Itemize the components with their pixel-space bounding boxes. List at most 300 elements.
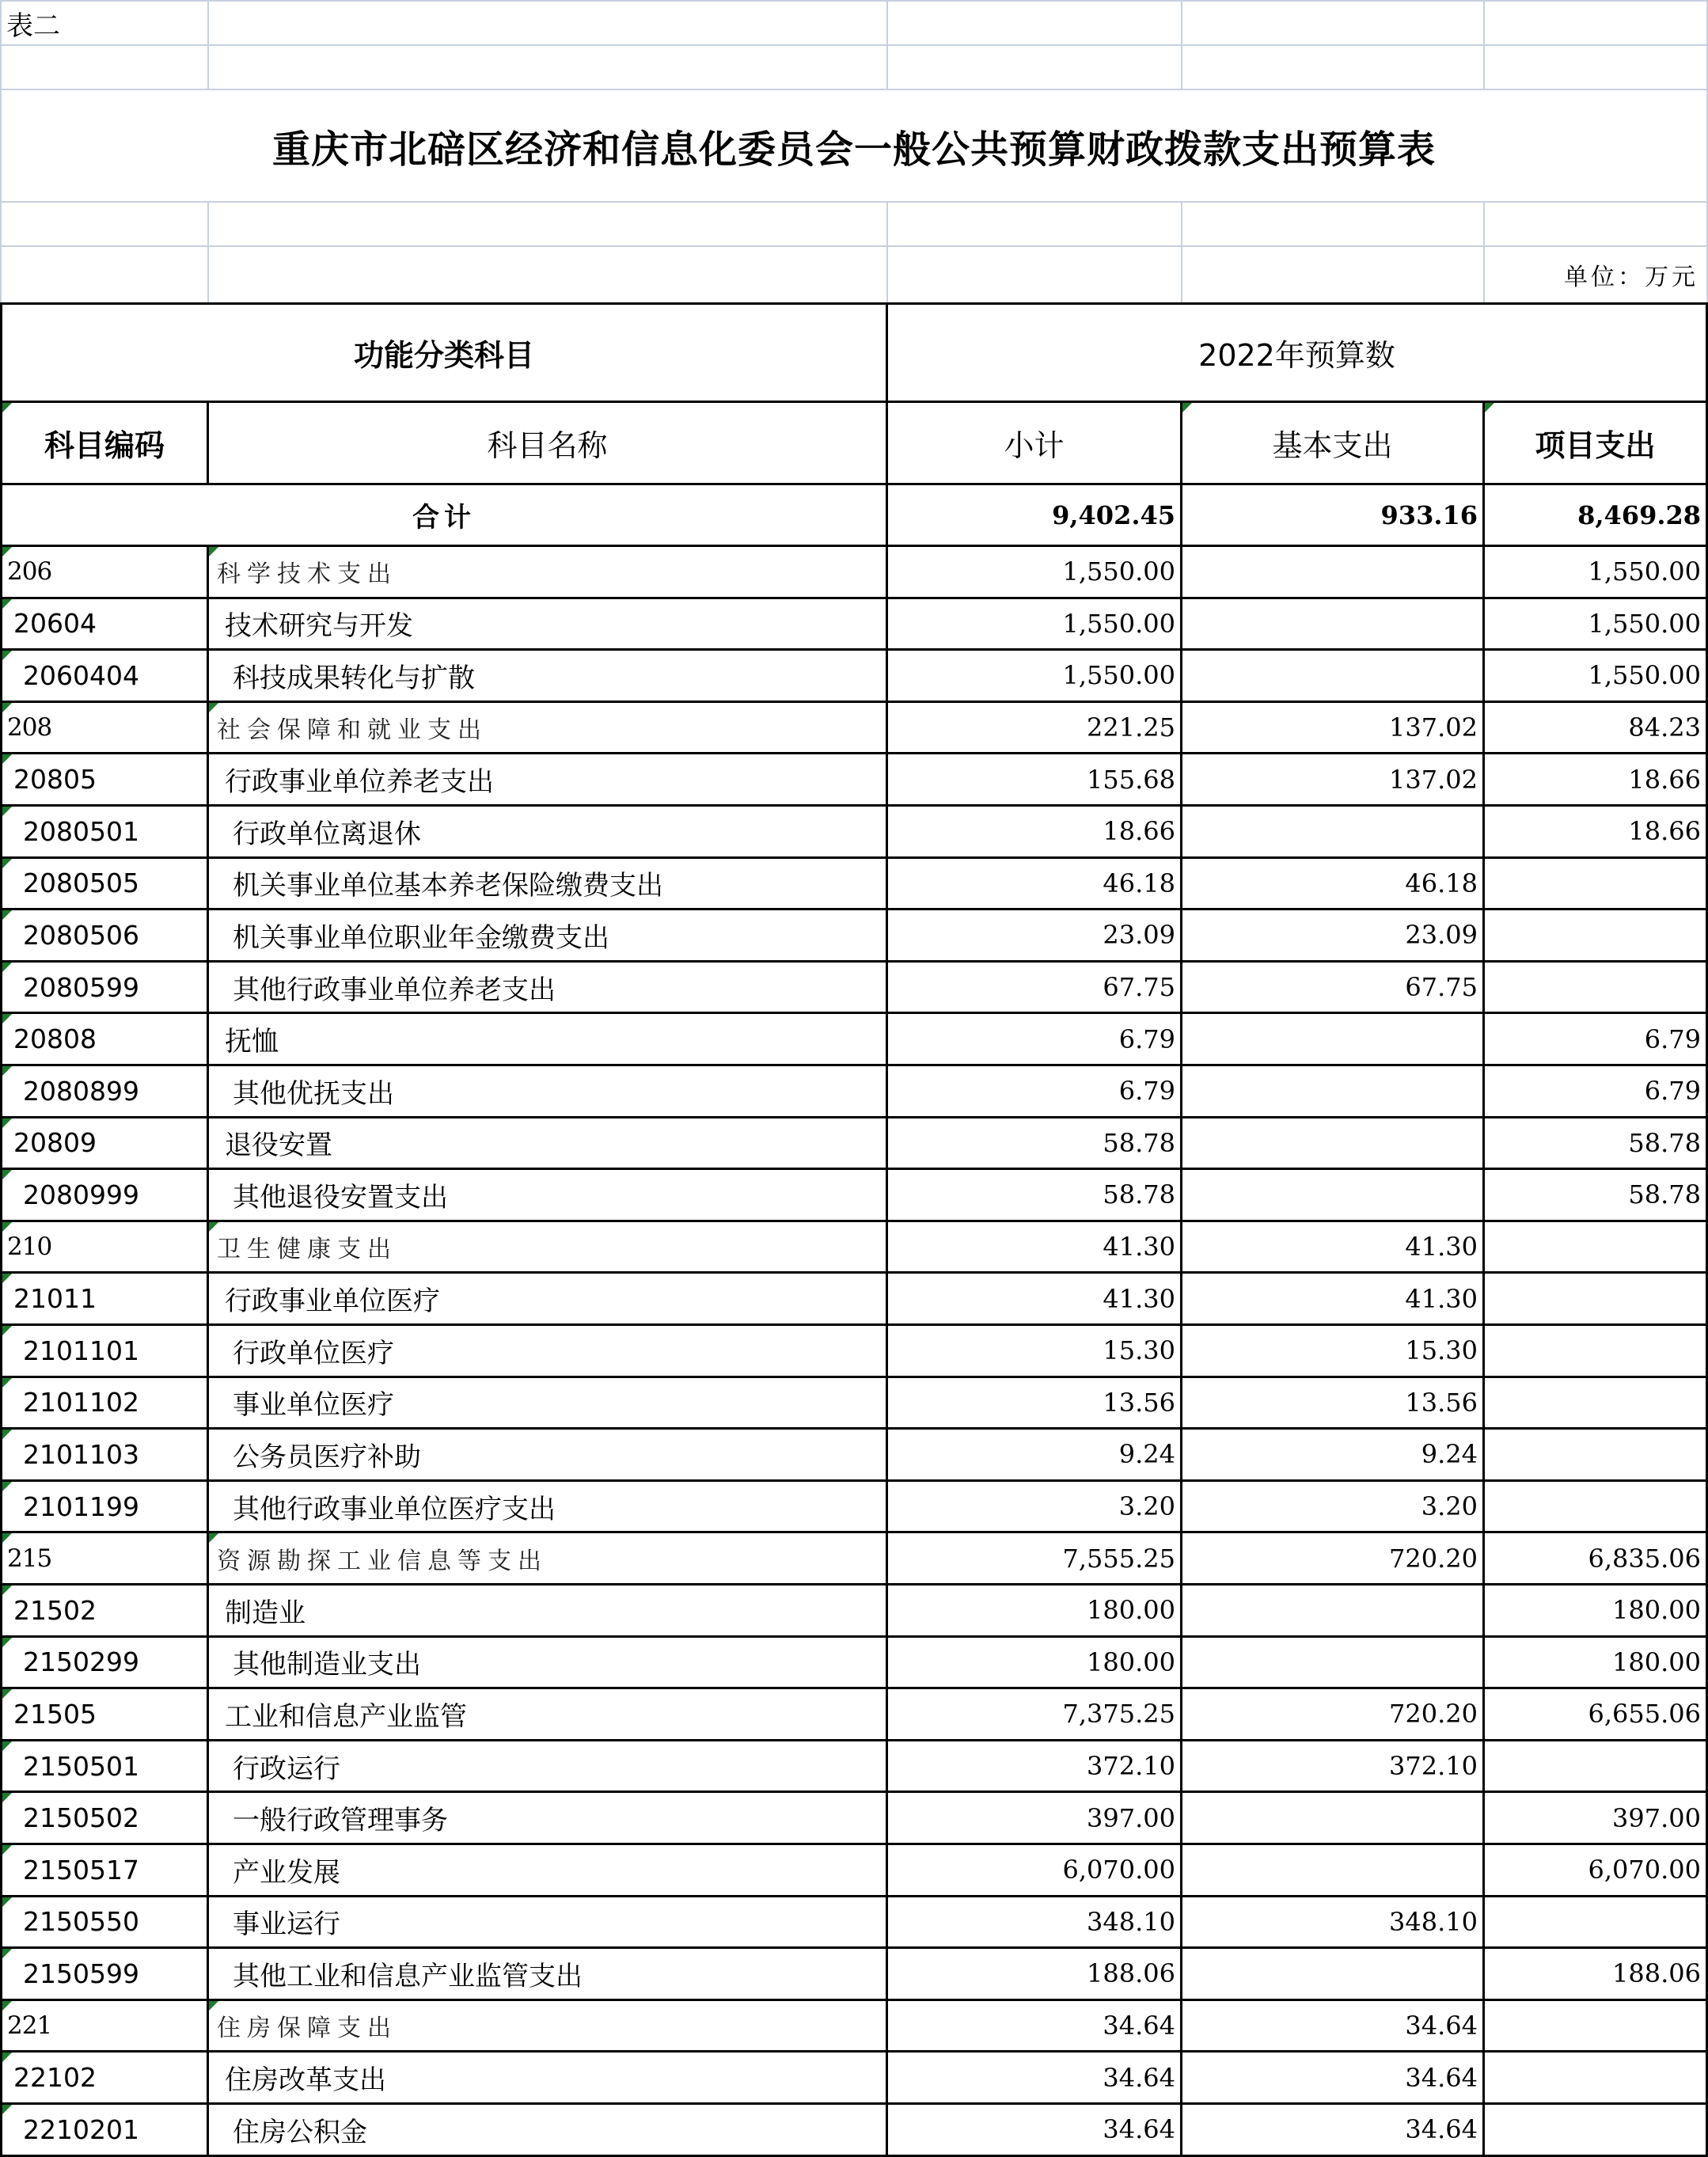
row-code-text: 2060404 — [23, 659, 139, 691]
table-row — [0, 1066, 1708, 1118]
row-code — [0, 1014, 209, 1066]
row-project-text: 6,655.06 — [1588, 1699, 1701, 1730]
table-row — [0, 910, 1708, 963]
row-name — [209, 1118, 888, 1171]
row-basic-text: 34.64 — [1405, 2114, 1478, 2145]
row-name-text: 机关事业单位职业年金缴费支出 — [233, 921, 609, 954]
row-name-text: 社会保障和就业支出 — [217, 716, 488, 745]
row-project — [1485, 651, 1708, 703]
table-row — [0, 1845, 1708, 1897]
row-code-text: 20808 — [13, 1023, 97, 1055]
row-subtotal-text: 7,555.25 — [1062, 1543, 1175, 1574]
row-basic-text: 41.30 — [1405, 1232, 1478, 1263]
row-code — [0, 1222, 209, 1274]
row-name-text: 行政运行 — [233, 1753, 340, 1785]
row-name — [209, 1378, 888, 1430]
table-row — [0, 1897, 1708, 1950]
row-basic-text: 67.75 — [1405, 972, 1478, 1003]
row-name — [209, 1482, 888, 1534]
row-project — [1485, 1585, 1708, 1638]
row-subtotal-text: 155.68 — [1087, 764, 1175, 795]
cell-marker — [2, 1222, 12, 1232]
row-name — [209, 703, 888, 755]
row-subtotal-text: 15.30 — [1103, 1335, 1175, 1366]
cell-marker — [209, 1222, 218, 1232]
row-basic-text: 9.24 — [1421, 1439, 1478, 1470]
row-name — [209, 1638, 888, 1690]
row-name — [209, 1326, 888, 1378]
row-subtotal-text: 188.06 — [1087, 1958, 1175, 1989]
row-project-text: 1,550.00 — [1588, 660, 1701, 691]
unit-label: 单位：万元 — [1485, 247, 1708, 302]
row-name — [209, 1533, 888, 1585]
row-name — [209, 910, 888, 963]
header-name: 科目名称 — [209, 403, 888, 485]
row-code-text: 2080501 — [23, 815, 139, 847]
row-name-text: 资源勘探工业信息等支出 — [217, 1547, 548, 1575]
row-project — [1485, 807, 1708, 859]
row-basic — [1182, 754, 1485, 807]
cell-marker — [2, 2105, 12, 2114]
row-code-text: 2080899 — [23, 1075, 139, 1107]
row-basic — [1182, 651, 1485, 703]
table-row — [0, 963, 1708, 1015]
unit-row — [0, 247, 1708, 302]
row-code-text: 2080505 — [23, 868, 139, 899]
page-title: 重庆市北碚区经济和信息化委员会一般公共预算财政拨款支出预算表 — [0, 90, 1708, 203]
row-code — [0, 1118, 209, 1171]
row-basic-text: 23.09 — [1405, 920, 1478, 951]
row-name-text: 产业发展 — [233, 1856, 340, 1889]
row-name-text: 其他优抚支出 — [233, 1077, 394, 1110]
row-project-text: 6.79 — [1644, 1023, 1701, 1054]
row-project — [1485, 2001, 1708, 2053]
total-row — [0, 485, 1708, 547]
cell-marker — [2, 1482, 12, 1491]
row-code-text: 20805 — [13, 764, 97, 796]
row-subtotal — [888, 547, 1182, 599]
cell-marker — [2, 1118, 12, 1128]
cell-marker — [2, 1430, 12, 1439]
row-name-text: 科技成果转化与扩散 — [233, 662, 475, 694]
row-subtotal — [888, 2053, 1182, 2105]
row-project-text: 84.23 — [1628, 712, 1701, 743]
row-code — [0, 1897, 209, 1950]
sheet-label: 表二 — [0, 0, 209, 46]
row-name — [209, 2001, 888, 2053]
row-code-text: 22102 — [13, 2062, 97, 2094]
row-project — [1485, 963, 1708, 1015]
row-name — [209, 1897, 888, 1950]
row-name-text: 工业和信息产业监管 — [225, 1700, 467, 1733]
row-basic-text: 372.10 — [1389, 1751, 1478, 1782]
row-name-text: 一般行政管理事务 — [233, 1805, 448, 1837]
row-code-text: 2080506 — [23, 919, 139, 951]
row-subtotal-text: 34.64 — [1103, 2062, 1175, 2093]
cell-marker — [209, 703, 218, 712]
row-subtotal-text: 6,070.00 — [1062, 1855, 1175, 1885]
row-basic-text: 348.10 — [1389, 1906, 1478, 1937]
row-name — [209, 2053, 888, 2105]
header-subtotal: 小计 — [888, 403, 1182, 485]
row-basic — [1182, 859, 1485, 911]
cell-marker — [2, 1585, 12, 1595]
row-code — [0, 807, 209, 859]
row-project — [1485, 1274, 1708, 1326]
row-code — [0, 910, 209, 963]
row-name — [209, 547, 888, 599]
row-subtotal — [888, 2105, 1182, 2157]
cell-marker — [2, 1845, 12, 1855]
row-name — [209, 1430, 888, 1482]
row-code — [0, 1949, 209, 2001]
row-project — [1485, 1533, 1708, 1585]
row-subtotal — [888, 1118, 1182, 1171]
row-basic — [1182, 2001, 1485, 2053]
row-name-text: 住房保障支出 — [217, 2015, 397, 2043]
row-basic — [1182, 1638, 1485, 1690]
row-basic-text: 137.02 — [1389, 712, 1478, 743]
row-subtotal-text: 6.79 — [1118, 1076, 1175, 1107]
row-basic — [1182, 1326, 1485, 1378]
table-row — [0, 1793, 1708, 1845]
table-row — [0, 1533, 1708, 1585]
row-name-text: 行政事业单位养老支出 — [225, 766, 494, 799]
row-project — [1485, 1170, 1708, 1222]
row-code-text: 2080999 — [23, 1179, 139, 1210]
row-project — [1485, 1689, 1708, 1741]
row-basic — [1182, 1222, 1485, 1274]
row-code-text: 208 — [7, 713, 52, 742]
row-subtotal — [888, 963, 1182, 1015]
row-name-text: 科学技术支出 — [217, 560, 397, 589]
total-project: 8,469.28 — [1485, 485, 1708, 547]
cell-marker — [2, 754, 12, 764]
row-code-text: 20809 — [13, 1127, 97, 1159]
row-name-text: 其他制造业支出 — [233, 1649, 421, 1681]
table-row — [0, 1585, 1708, 1638]
row-project-text: 1,550.00 — [1588, 556, 1701, 587]
row-code-text: 20604 — [13, 608, 97, 640]
row-name — [209, 651, 888, 703]
row-subtotal — [888, 651, 1182, 703]
row-project-text: 6,835.06 — [1588, 1543, 1701, 1574]
row-code-text: 210 — [7, 1232, 52, 1262]
row-basic — [1182, 1741, 1485, 1794]
row-subtotal — [888, 1482, 1182, 1534]
cell-marker — [2, 1689, 12, 1699]
row-name — [209, 1741, 888, 1794]
row-subtotal-text: 13.56 — [1103, 1387, 1175, 1418]
row-project-text: 6,070.00 — [1588, 1855, 1701, 1885]
row-name-text: 退役安置 — [225, 1130, 332, 1162]
row-code — [0, 2001, 209, 2053]
row-subtotal — [888, 1741, 1182, 1794]
row-project-text: 18.66 — [1628, 764, 1701, 795]
row-code — [0, 2053, 209, 2105]
row-name — [209, 963, 888, 1015]
row-code — [0, 1741, 209, 1794]
row-code — [0, 1430, 209, 1482]
table-row — [0, 2105, 1708, 2157]
cell-marker — [2, 807, 12, 816]
total-subtotal: 9,402.45 — [888, 485, 1182, 547]
row-subtotal — [888, 754, 1182, 807]
sheet-label-row — [0, 0, 1708, 46]
row-subtotal — [888, 859, 1182, 911]
table-row — [0, 1118, 1708, 1171]
row-project — [1485, 2105, 1708, 2157]
row-basic — [1182, 1170, 1485, 1222]
total-basic: 933.16 — [1182, 485, 1485, 547]
row-code-text: 21502 — [13, 1594, 97, 1626]
row-basic-text: 137.02 — [1389, 764, 1478, 795]
row-subtotal-text: 3.20 — [1118, 1491, 1175, 1522]
row-basic — [1182, 1014, 1485, 1066]
cell-marker — [2, 1793, 12, 1802]
row-subtotal-text: 6.79 — [1118, 1023, 1175, 1054]
row-project-text: 6.79 — [1644, 1076, 1701, 1107]
row-code-text: 2150550 — [23, 1906, 139, 1938]
row-subtotal-text: 34.64 — [1103, 2114, 1175, 2145]
cell-marker — [209, 1533, 218, 1543]
row-subtotal — [888, 807, 1182, 859]
row-name-text: 住房公积金 — [233, 2116, 367, 2148]
cell-marker — [2, 1897, 12, 1907]
row-code-text: 2101102 — [23, 1387, 139, 1418]
row-project — [1485, 1118, 1708, 1171]
row-name — [209, 1066, 888, 1118]
row-name — [209, 2105, 888, 2157]
row-subtotal-text: 46.18 — [1103, 868, 1175, 898]
row-code — [0, 1793, 209, 1845]
row-subtotal-text: 397.00 — [1087, 1802, 1175, 1833]
cell-marker — [1485, 403, 1494, 412]
header-code: 科目编码 — [0, 403, 209, 485]
cell-marker — [1182, 403, 1192, 412]
row-subtotal — [888, 703, 1182, 755]
cell-marker — [2, 2001, 12, 2011]
table-row — [0, 1014, 1708, 1066]
table-row — [0, 1326, 1708, 1378]
row-basic — [1182, 1793, 1485, 1845]
row-project — [1485, 1378, 1708, 1430]
row-project-text: 1,550.00 — [1588, 608, 1701, 639]
row-code-text: 2101101 — [23, 1335, 139, 1366]
row-basic — [1182, 1585, 1485, 1638]
row-subtotal-text: 9.24 — [1118, 1439, 1175, 1470]
header-project: 项目支出 — [1485, 403, 1708, 485]
row-subtotal-text: 348.10 — [1087, 1906, 1175, 1937]
row-subtotal — [888, 1585, 1182, 1638]
row-basic-text: 46.18 — [1405, 868, 1478, 898]
row-code-text: 2210201 — [23, 2113, 139, 2145]
row-code — [0, 547, 209, 599]
row-name-text: 制造业 — [225, 1597, 306, 1629]
row-name — [209, 1793, 888, 1845]
row-name — [209, 599, 888, 651]
row-code-text: 2150502 — [23, 1802, 139, 1834]
row-subtotal — [888, 1222, 1182, 1274]
header-budget-year: 2022年预算数 — [888, 305, 1708, 403]
row-basic — [1182, 1533, 1485, 1585]
row-basic — [1182, 1430, 1485, 1482]
cell-marker — [2, 1274, 12, 1283]
table-row — [0, 1170, 1708, 1222]
row-project-text: 397.00 — [1612, 1802, 1701, 1833]
row-basic-text: 34.64 — [1405, 2062, 1478, 2093]
budget-table — [0, 302, 1708, 2148]
row-code — [0, 754, 209, 807]
row-code-text: 2150599 — [23, 1958, 139, 1989]
table-row — [0, 2001, 1708, 2053]
cell-marker — [2, 1378, 12, 1388]
cell-marker — [2, 1066, 12, 1076]
table-row — [0, 2053, 1708, 2105]
row-basic — [1182, 2105, 1485, 2157]
row-subtotal — [888, 2001, 1182, 2053]
header-group-row — [0, 305, 1708, 403]
row-basic — [1182, 1378, 1485, 1430]
row-basic-text: 720.20 — [1389, 1699, 1478, 1730]
row-name-text: 行政事业单位医疗 — [225, 1285, 440, 1318]
row-code-text: 215 — [7, 1544, 52, 1573]
cell-marker — [2, 1741, 12, 1751]
row-basic — [1182, 1689, 1485, 1741]
cell-marker — [2, 1949, 12, 1958]
row-subtotal-text: 7,375.25 — [1062, 1699, 1175, 1730]
row-code-text: 206 — [7, 557, 52, 587]
row-project — [1485, 1430, 1708, 1482]
header-basic: 基本支出 — [1182, 403, 1485, 485]
row-code — [0, 1066, 209, 1118]
row-code — [0, 1378, 209, 1430]
row-subtotal-text: 180.00 — [1087, 1646, 1175, 1677]
row-name — [209, 754, 888, 807]
row-code-text: 21011 — [13, 1283, 97, 1315]
row-project — [1485, 1845, 1708, 1897]
row-subtotal-text: 18.66 — [1103, 816, 1175, 847]
row-project — [1485, 1638, 1708, 1690]
row-name-text: 其他行政事业单位医疗支出 — [233, 1493, 556, 1525]
row-subtotal — [888, 1689, 1182, 1741]
cell-marker — [2, 1533, 12, 1543]
row-name-text: 机关事业单位基本养老保险缴费支出 — [233, 870, 663, 902]
row-name-text: 事业单位医疗 — [233, 1389, 394, 1422]
row-basic — [1182, 703, 1485, 755]
row-code — [0, 1845, 209, 1897]
table-row — [0, 1430, 1708, 1482]
row-code — [0, 1170, 209, 1222]
row-basic-text: 3.20 — [1421, 1491, 1478, 1522]
row-subtotal-text: 58.78 — [1103, 1179, 1175, 1210]
row-subtotal — [888, 1638, 1182, 1690]
row-code-text: 2150517 — [23, 1854, 139, 1885]
row-project — [1485, 910, 1708, 963]
row-code — [0, 859, 209, 911]
table-row — [0, 807, 1708, 859]
row-basic — [1182, 1118, 1485, 1171]
row-project — [1485, 859, 1708, 911]
cell-marker — [2, 1326, 12, 1335]
table-row — [0, 651, 1708, 703]
row-name-text: 其他退役安置支出 — [233, 1181, 448, 1213]
row-name — [209, 1949, 888, 2001]
row-basic — [1182, 547, 1485, 599]
row-name-text: 公务员医疗补助 — [233, 1441, 421, 1473]
cell-marker — [2, 1170, 12, 1179]
row-basic — [1182, 1274, 1485, 1326]
cell-marker — [2, 910, 12, 920]
row-project — [1485, 1326, 1708, 1378]
cell-marker — [2, 859, 12, 868]
title-row — [0, 90, 1708, 203]
row-name-text: 技术研究与开发 — [225, 610, 413, 643]
table-row — [0, 1482, 1708, 1534]
header-function-category: 功能分类科目 — [0, 305, 888, 403]
row-basic-text: 720.20 — [1389, 1543, 1478, 1574]
row-basic — [1182, 1482, 1485, 1534]
table-row — [0, 1222, 1708, 1274]
row-subtotal-text: 41.30 — [1103, 1283, 1175, 1314]
table-row — [0, 754, 1708, 807]
row-code-text: 2101103 — [23, 1438, 139, 1470]
row-name-text: 行政单位离退休 — [233, 818, 421, 850]
total-label: 合计 — [0, 485, 888, 547]
cell-marker — [2, 403, 12, 412]
row-name-text: 抚恤 — [225, 1026, 279, 1058]
row-code — [0, 651, 209, 703]
row-basic — [1182, 910, 1485, 963]
row-code — [0, 599, 209, 651]
row-project — [1485, 1482, 1708, 1534]
row-subtotal — [888, 1949, 1182, 2001]
row-project — [1485, 1897, 1708, 1950]
row-project — [1485, 1066, 1708, 1118]
row-subtotal — [888, 599, 1182, 651]
table-row — [0, 1638, 1708, 1690]
row-name — [209, 1014, 888, 1066]
row-code-text: 221 — [7, 2011, 52, 2041]
cell-marker — [2, 599, 12, 609]
row-subtotal — [888, 1793, 1182, 1845]
row-subtotal-text: 180.00 — [1087, 1595, 1175, 1626]
row-basic — [1182, 2053, 1485, 2105]
cell-marker — [2, 1014, 12, 1023]
table-row — [0, 859, 1708, 911]
row-project — [1485, 599, 1708, 651]
row-name — [209, 1274, 888, 1326]
row-subtotal-text: 58.78 — [1103, 1127, 1175, 1158]
row-subtotal-text: 34.64 — [1103, 2011, 1175, 2041]
row-project-text: 18.66 — [1628, 816, 1701, 847]
cell-marker — [209, 2001, 218, 2011]
row-code — [0, 2105, 209, 2157]
table-row — [0, 547, 1708, 599]
row-project-text: 188.06 — [1612, 1958, 1701, 1989]
row-code — [0, 703, 209, 755]
row-project-text: 180.00 — [1612, 1646, 1701, 1677]
row-subtotal — [888, 1845, 1182, 1897]
row-code — [0, 1482, 209, 1534]
table-row — [0, 703, 1708, 755]
row-basic — [1182, 1845, 1485, 1897]
cell-marker — [2, 963, 12, 972]
row-basic-text: 15.30 — [1405, 1335, 1478, 1366]
table-row — [0, 1689, 1708, 1741]
row-name — [209, 1222, 888, 1274]
row-subtotal — [888, 1274, 1182, 1326]
